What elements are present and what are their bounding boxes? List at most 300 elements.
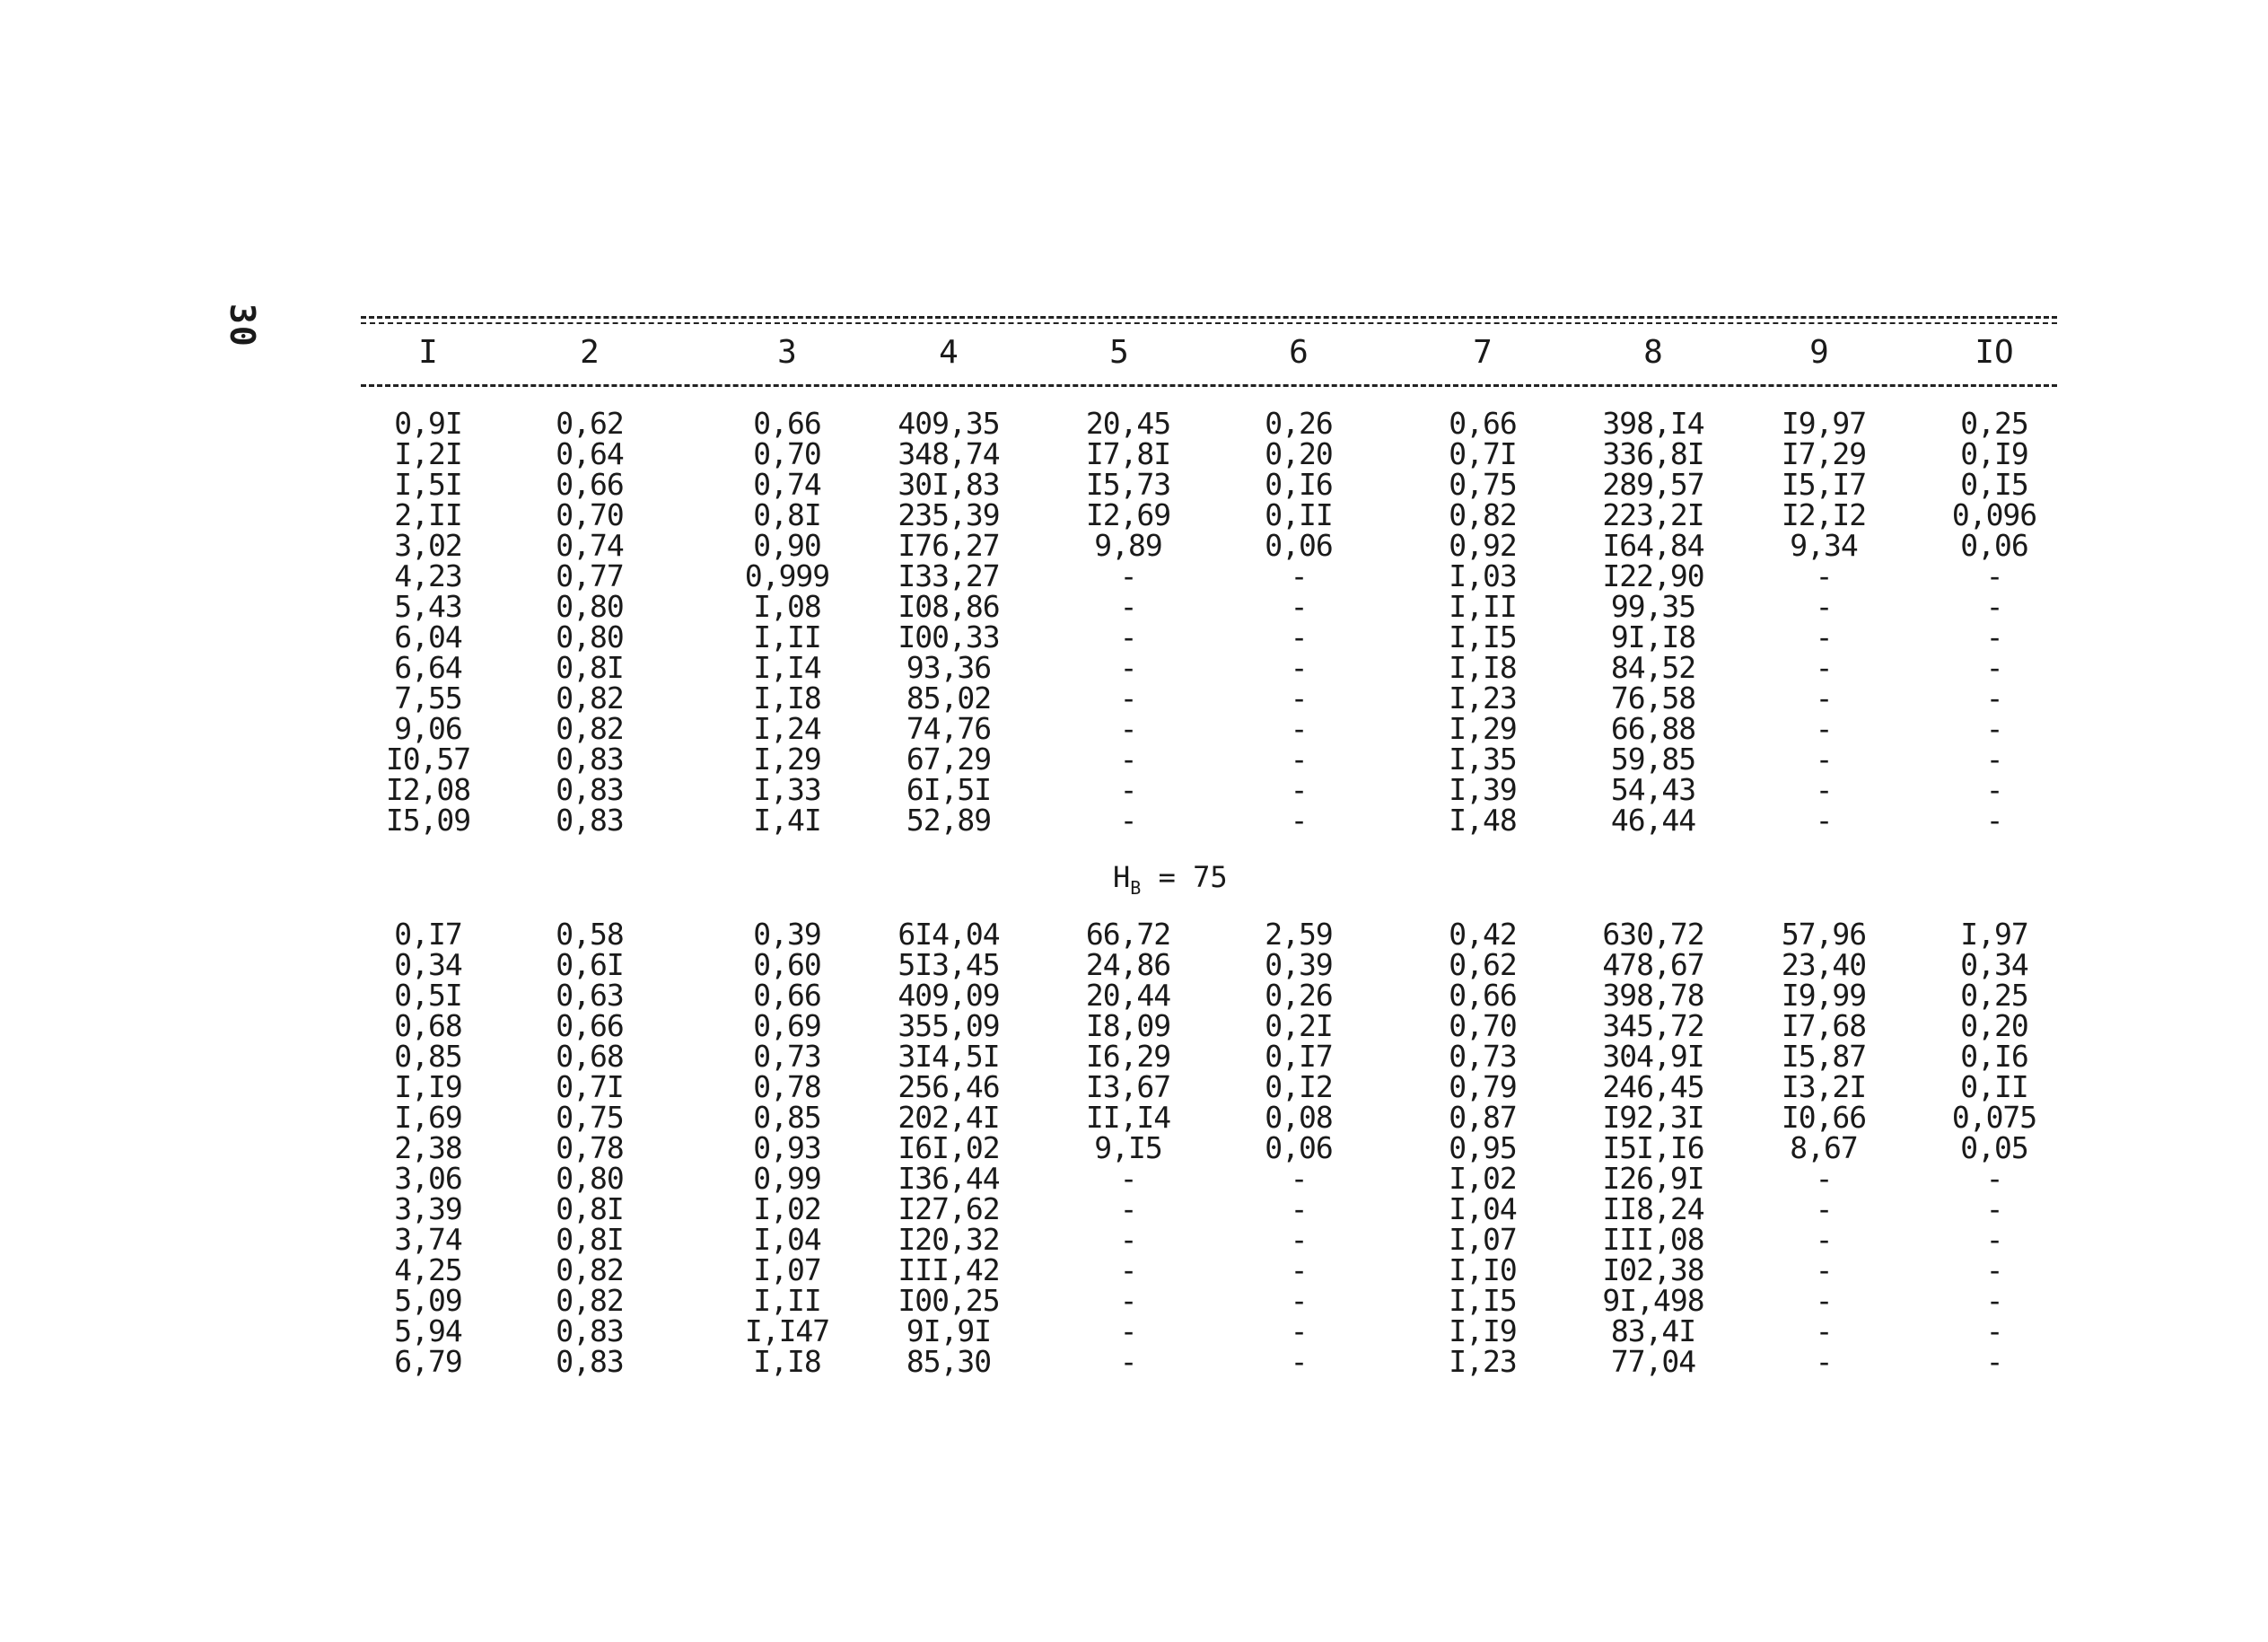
table-cell: - (1290, 1161, 1308, 1196)
table-cell: - (1985, 711, 2003, 746)
col-header-9: 9 (1809, 334, 1829, 371)
table-cell: I9,99 (1781, 978, 1867, 1013)
table-cell: I00,33 (898, 619, 1000, 654)
block2-col-3 (720, 919, 854, 1377)
table-cell: 6,79 (394, 1344, 462, 1379)
table-cell: I,03 (1449, 558, 1517, 593)
table-cell: 20,44 (1085, 978, 1171, 1013)
table-cell: I,I47 (744, 1313, 830, 1348)
table-cell: I0,57 (385, 742, 471, 777)
table-cell: 0,06 (1960, 528, 2028, 563)
table-cell: - (1815, 619, 1833, 654)
table-cell: 0,77 (556, 558, 624, 593)
table-cell: I,48 (1449, 803, 1517, 838)
table-cell: 398,78 (1602, 978, 1704, 1013)
table-cell: I20,32 (898, 1222, 1000, 1257)
table-cell: II8,24 (1602, 1191, 1704, 1226)
table-cell: 0,82 (556, 681, 624, 716)
table-cell: 9,34 (1790, 528, 1858, 563)
table-cell: 52,89 (906, 803, 992, 838)
block2-col-1 (361, 919, 495, 1377)
table-cell: I,29 (1449, 711, 1517, 746)
table-cell: I26,9I (1602, 1161, 1704, 1196)
table-cell: 0,6I (556, 947, 624, 982)
table-cell: 0,75 (556, 1100, 624, 1135)
table-cell: - (1985, 619, 2003, 654)
table-cell: - (1290, 1283, 1308, 1318)
table-cell: I08,86 (898, 589, 1000, 624)
table-cell: I6,29 (1085, 1039, 1171, 1074)
table-cell: 630,72 (1602, 917, 1704, 952)
table-cell: 0,66 (753, 406, 821, 441)
table-cell: I92,3I (1602, 1100, 1704, 1135)
table-cell: - (1985, 1161, 2003, 1196)
block1-col-9 (1756, 408, 1891, 836)
block1-col-3 (720, 408, 854, 836)
table-cell: 5I3,45 (898, 947, 1000, 982)
table-cell: 348,74 (898, 436, 1000, 471)
table-cell: 0,20 (1960, 1008, 2028, 1043)
table-cell: 0,83 (556, 742, 624, 777)
table-cell: 0,70 (1449, 1008, 1517, 1043)
table-cell: I27,62 (898, 1191, 1000, 1226)
table-cell: - (1119, 650, 1137, 685)
table-cell: 0,62 (1449, 947, 1517, 982)
table-cell: 0,75 (1449, 467, 1517, 502)
col-header-10: IO (1975, 334, 2014, 371)
table-cell: I,97 (1960, 917, 2028, 952)
table-cell: - (1985, 1344, 2003, 1379)
table-cell: - (1290, 681, 1308, 716)
table-cell: - (1815, 742, 1833, 777)
table-cell: - (1815, 1222, 1833, 1257)
table-cell: 0,08 (1265, 1100, 1333, 1135)
table-cell: I,I5 (1449, 619, 1517, 654)
table-cell: 0,73 (1449, 1039, 1517, 1074)
hb-subheading-subscript: B (1130, 877, 1142, 899)
table-cell: I5,I7 (1781, 467, 1867, 502)
table-cell: I5,87 (1781, 1039, 1867, 1074)
table-cell: I,II (753, 619, 821, 654)
table-cell: 0,I5 (1960, 467, 2028, 502)
table-cell: 59,85 (1610, 742, 1696, 777)
table-cell: 2,II (394, 497, 462, 532)
table-cell: 0,25 (1960, 406, 2028, 441)
table-cell: 0,92 (1449, 528, 1517, 563)
table-cell: 0,99 (753, 1161, 821, 1196)
block1-col-5 (1061, 408, 1195, 836)
table-cell: 5,43 (394, 589, 462, 624)
block2-col-2 (522, 919, 657, 1377)
table-cell: 0,66 (556, 1008, 624, 1043)
table-cell: - (1985, 1313, 2003, 1348)
table-cell: 202,4I (898, 1100, 1000, 1135)
table-cell: I8,09 (1085, 1008, 1171, 1043)
block2-col-10 (1927, 919, 2062, 1377)
table-cell: I,39 (1449, 772, 1517, 807)
table-cell: 66,88 (1610, 711, 1696, 746)
table-cell: 0,80 (556, 589, 624, 624)
block2-col-8 (1581, 919, 1725, 1377)
table-cell: 5,94 (394, 1313, 462, 1348)
table-cell: - (1119, 558, 1137, 593)
table-cell: 3,02 (394, 528, 462, 563)
table-cell: - (1290, 1344, 1308, 1379)
table-cell: 0,25 (1960, 978, 2028, 1013)
table-cell: 0,I6 (1960, 1039, 2028, 1074)
table-cell: 0,05 (1960, 1130, 2028, 1165)
table-cell: I,I8 (753, 681, 821, 716)
table-cell: 0,69 (753, 1008, 821, 1043)
table-cell: - (1290, 1191, 1308, 1226)
table-cell: 9,89 (1094, 528, 1162, 563)
table-cell: 246,45 (1602, 1069, 1704, 1104)
table-cell: 8,67 (1790, 1130, 1858, 1165)
table-cell: I2,69 (1085, 497, 1171, 532)
table-cell: 0,73 (753, 1039, 821, 1074)
table-cell: 93,36 (906, 650, 992, 685)
table-cell: - (1290, 1222, 1308, 1257)
table-cell: 0,63 (556, 978, 624, 1013)
table-cell: - (1290, 589, 1308, 624)
table-cell: 0,66 (1449, 978, 1517, 1013)
table-cell: I9,97 (1781, 406, 1867, 441)
column-header-row (361, 328, 2057, 377)
table-cell: - (1985, 1283, 2003, 1318)
table-cell: 0,80 (556, 619, 624, 654)
table-cell: I,24 (753, 711, 821, 746)
table-cell: - (1815, 558, 1833, 593)
table-cell: 0,26 (1265, 406, 1333, 441)
table-cell: - (1119, 1344, 1137, 1379)
table-cell: - (1119, 619, 1137, 654)
table-cell: - (1985, 558, 2003, 593)
table-cell: I,2I (394, 436, 462, 471)
table-cell: 0,82 (556, 1252, 624, 1287)
table-cell: 0,70 (556, 497, 624, 532)
table-cell: 345,72 (1602, 1008, 1704, 1043)
table-cell: - (1290, 803, 1308, 838)
table-cell: 0,9I (394, 406, 462, 441)
table-cell: 0,74 (753, 467, 821, 502)
table-cell: - (1815, 772, 1833, 807)
col-header-2: 2 (580, 334, 600, 371)
hb-subheading (1113, 860, 1228, 899)
table-cell: 9I,9I (906, 1313, 992, 1348)
table-cell: 30I,83 (898, 467, 1000, 502)
table-cell: I,23 (1449, 681, 1517, 716)
table-cell: 6,64 (394, 650, 462, 685)
table-cell: - (1815, 1191, 1833, 1226)
table-cell: 0,06 (1265, 1130, 1333, 1165)
table-cell: - (1119, 1313, 1137, 1348)
table-cell: - (1985, 650, 2003, 685)
table-cell: 223,2I (1602, 497, 1704, 532)
table-cell: 0,82 (1449, 497, 1517, 532)
table-cell: I7,29 (1781, 436, 1867, 471)
table-cell: 0,82 (556, 1283, 624, 1318)
table-cell: - (1815, 589, 1833, 624)
table-cell: 0,I7 (1265, 1039, 1333, 1074)
table-cell: 85,02 (906, 681, 992, 716)
table-cell: 5,09 (394, 1283, 462, 1318)
table-cell: I,08 (753, 589, 821, 624)
table-cell: I36,44 (898, 1161, 1000, 1196)
table-cell: I7,68 (1781, 1008, 1867, 1043)
table-cell: 0,74 (556, 528, 624, 563)
table-cell: 0,34 (1960, 947, 2028, 982)
table-cell: I,07 (753, 1252, 821, 1287)
table-cell: 2,38 (394, 1130, 462, 1165)
table-cell: 0,83 (556, 803, 624, 838)
table-cell: 478,67 (1602, 947, 1704, 982)
table-cell: I22,90 (1602, 558, 1704, 593)
table-cell: 0,87 (1449, 1100, 1517, 1135)
table-cell: 0,39 (753, 917, 821, 952)
table-cell: I,07 (1449, 1222, 1517, 1257)
table-cell: - (1815, 1161, 1833, 1196)
block2-col-4 (877, 919, 1020, 1377)
table-cell: 289,57 (1602, 467, 1704, 502)
page-number: 30 (223, 303, 262, 348)
table-cell: - (1290, 558, 1308, 593)
col-header-5: 5 (1109, 334, 1129, 371)
table-cell: 2,59 (1265, 917, 1333, 952)
table-cell: 0,8I (753, 497, 821, 532)
table-cell: - (1119, 803, 1137, 838)
table-cell: 84,52 (1610, 650, 1696, 685)
col-header-4: 4 (939, 334, 959, 371)
table-cell: 409,09 (898, 978, 1000, 1013)
table-cell: I,I9 (1449, 1313, 1517, 1348)
table-cell: I02,38 (1602, 1252, 1704, 1287)
table-cell: 46,44 (1610, 803, 1696, 838)
table-cell: I,33 (753, 772, 821, 807)
table-cell: 0,70 (753, 436, 821, 471)
table-cell: 0,8I (556, 1191, 624, 1226)
table-cell: 57,96 (1781, 917, 1867, 952)
table-cell: 0,95 (1449, 1130, 1517, 1165)
table-cell: I5I,I6 (1602, 1130, 1704, 1165)
table-cell: 77,04 (1610, 1344, 1696, 1379)
col-header-8: 8 (1643, 334, 1663, 371)
table-cell: 409,35 (898, 406, 1000, 441)
table-cell: - (1985, 803, 2003, 838)
table-cell: 0,90 (753, 528, 821, 563)
table-cell: I,02 (1449, 1161, 1517, 1196)
header-dashed-rule (361, 384, 2057, 387)
table-cell: III,42 (898, 1252, 1000, 1287)
table-cell: 9I,I8 (1610, 619, 1696, 654)
table-cell: I,I8 (753, 1344, 821, 1379)
table-cell: 0,60 (753, 947, 821, 982)
table-cell: 0,83 (556, 1344, 624, 1379)
table-cell: 336,8I (1602, 436, 1704, 471)
top-dashed-rule (361, 316, 2057, 319)
table-cell: 0,80 (556, 1161, 624, 1196)
table-cell: 235,39 (898, 497, 1000, 532)
table-cell: - (1290, 650, 1308, 685)
table-cell: 66,72 (1085, 917, 1171, 952)
table-cell: I,II (753, 1283, 821, 1318)
table-cell: 0,62 (556, 406, 624, 441)
table-cell: 0,7I (556, 1069, 624, 1104)
table-cell: 0,66 (1449, 406, 1517, 441)
table-cell: - (1119, 772, 1137, 807)
table-cell: - (1290, 711, 1308, 746)
table-cell: 0,096 (1951, 497, 2037, 532)
table-cell: 0,68 (556, 1039, 624, 1074)
table-cell: III,08 (1602, 1222, 1704, 1257)
table-cell: - (1815, 681, 1833, 716)
table-cell: I7,8I (1085, 436, 1171, 471)
table-cell: - (1290, 1313, 1308, 1348)
table-cell: - (1815, 1283, 1833, 1318)
table-cell: I3,67 (1085, 1069, 1171, 1104)
table-cell: 355,09 (898, 1008, 1000, 1043)
block1-col-2 (522, 408, 657, 836)
table-cell: I,I4 (753, 650, 821, 685)
table-cell: 0,79 (1449, 1069, 1517, 1104)
table-cell: 0,2I (1265, 1008, 1333, 1043)
table-cell: - (1815, 711, 1833, 746)
table-cell: 0,83 (556, 772, 624, 807)
table-cell: 0,85 (394, 1039, 462, 1074)
table-cell: I,04 (753, 1222, 821, 1257)
table-cell: - (1815, 650, 1833, 685)
table-cell: - (1985, 1252, 2003, 1287)
block2-col-6 (1231, 919, 1366, 1377)
table-cell: II,I4 (1085, 1100, 1171, 1135)
table-cell: I,I9 (394, 1069, 462, 1104)
block2-col-7 (1415, 919, 1550, 1377)
table-cell: 74,76 (906, 711, 992, 746)
table-cell: I5,73 (1085, 467, 1171, 502)
table-cell: 6,04 (394, 619, 462, 654)
table-cell: - (1119, 1252, 1137, 1287)
table-cell: 0,999 (744, 558, 830, 593)
table-cell: - (1815, 1344, 1833, 1379)
table-cell: 0,39 (1265, 947, 1333, 982)
table-cell: 0,8I (556, 650, 624, 685)
table-cell: 0,5I (394, 978, 462, 1013)
table-cell: 0,8I (556, 1222, 624, 1257)
table-cell: I6I,02 (898, 1130, 1000, 1165)
table-cell: I,04 (1449, 1191, 1517, 1226)
table-cell: - (1815, 1313, 1833, 1348)
table-cell: 0,42 (1449, 917, 1517, 952)
table-cell: - (1119, 742, 1137, 777)
table-cell: 0,II (1265, 497, 1333, 532)
table-cell: 256,46 (898, 1069, 1000, 1104)
col-header-3: 3 (777, 334, 797, 371)
table-cell: 0,93 (753, 1130, 821, 1165)
table-cell: - (1985, 1191, 2003, 1226)
table-cell: 9,I5 (1094, 1130, 1162, 1165)
table-cell: - (1290, 772, 1308, 807)
table-cell: I64,84 (1602, 528, 1704, 563)
table-cell: I,69 (394, 1100, 462, 1135)
table-cell: 0,78 (753, 1069, 821, 1104)
table-cell: 99,35 (1610, 589, 1696, 624)
top-dashed-rule-inner (361, 322, 2057, 324)
block2-col-5 (1061, 919, 1195, 1377)
table-cell: 3,39 (394, 1191, 462, 1226)
table-cell: 0,68 (394, 1008, 462, 1043)
table-cell: 0,78 (556, 1130, 624, 1165)
table-cell: - (1119, 681, 1137, 716)
table-cell: - (1815, 1252, 1833, 1287)
table-cell: 0,26 (1265, 978, 1333, 1013)
table-cell: 9I,498 (1602, 1283, 1704, 1318)
table-cell: 0,06 (1265, 528, 1333, 563)
table-cell: 0,I6 (1265, 467, 1333, 502)
block1-col-7 (1415, 408, 1550, 836)
table-cell: 304,9I (1602, 1039, 1704, 1074)
table-cell: I,23 (1449, 1344, 1517, 1379)
table-cell: 0,I7 (394, 917, 462, 952)
table-cell: I2,I2 (1781, 497, 1867, 532)
table-cell: 0,I9 (1960, 436, 2028, 471)
table-cell: 6I4,04 (898, 917, 1000, 952)
block1-col-4 (877, 408, 1020, 836)
table-cell: 4,23 (394, 558, 462, 593)
table-cell: I00,25 (898, 1283, 1000, 1318)
table-cell: 20,45 (1085, 406, 1171, 441)
table-cell: I,II (1449, 589, 1517, 624)
table-cell: 83,4I (1610, 1313, 1696, 1348)
table-cell: 398,I4 (1602, 406, 1704, 441)
table-cell: - (1985, 772, 2003, 807)
table-cell: 67,29 (906, 742, 992, 777)
table-cell: 24,86 (1085, 947, 1171, 982)
table-cell: I5,09 (385, 803, 471, 838)
table-cell: 0,7I (1449, 436, 1517, 471)
table-cell: 3I4,5I (898, 1039, 1000, 1074)
table-cell: - (1119, 1283, 1137, 1318)
table-cell: I2,08 (385, 772, 471, 807)
table-cell: I33,27 (898, 558, 1000, 593)
table-cell: 0,58 (556, 917, 624, 952)
table-cell: - (1985, 589, 2003, 624)
col-header-7: 7 (1473, 334, 1493, 371)
table-cell: 0,85 (753, 1100, 821, 1135)
table-cell: I,4I (753, 803, 821, 838)
table-cell: 4,25 (394, 1252, 462, 1287)
table-cell: 0,20 (1265, 436, 1333, 471)
table-cell: 7,55 (394, 681, 462, 716)
table-cell: 0,II (1960, 1069, 2028, 1104)
table-cell: I,I0 (1449, 1252, 1517, 1287)
table-cell: - (1985, 1222, 2003, 1257)
table-cell: - (1815, 803, 1833, 838)
block1-col-8 (1581, 408, 1725, 836)
table-cell: - (1985, 681, 2003, 716)
table-cell: - (1290, 742, 1308, 777)
table-cell: - (1119, 1161, 1137, 1196)
table-cell: I,I8 (1449, 650, 1517, 685)
table-cell: 85,30 (906, 1344, 992, 1379)
table-cell: 0,66 (753, 978, 821, 1013)
table-cell: - (1119, 1191, 1137, 1226)
col-header-6: 6 (1289, 334, 1309, 371)
table-cell: I,35 (1449, 742, 1517, 777)
table-cell: I76,27 (898, 528, 1000, 563)
table-cell: I3,2I (1781, 1069, 1867, 1104)
table-cell: 0,075 (1951, 1100, 2037, 1135)
hb-subheading-value: = 75 (1141, 860, 1228, 894)
table-cell: 0,I2 (1265, 1069, 1333, 1104)
